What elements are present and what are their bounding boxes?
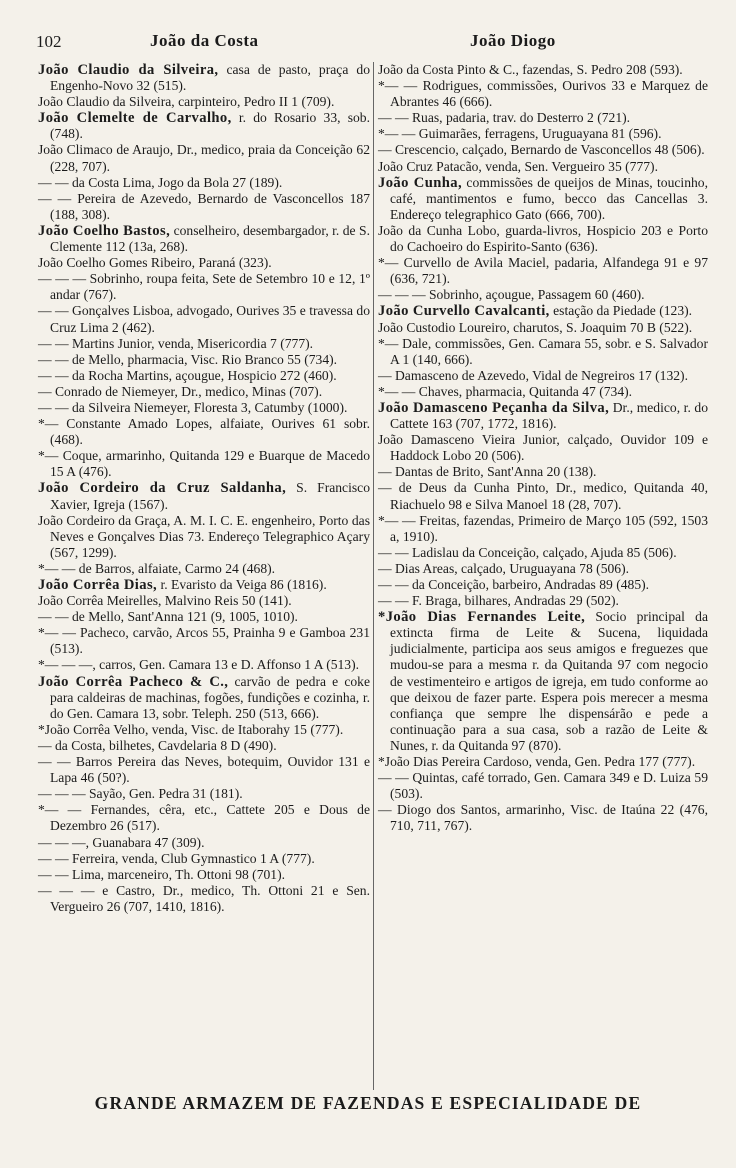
entry-text: — — Gonçalves Lisboa, advogado, Ourives 35 e travessa do Cruz Lima 2 (462). bbox=[38, 303, 370, 335]
entry-text: — da Costa, bilhetes, Cavdelaria 8 D (490). bbox=[38, 737, 277, 753]
entry-text: *— — de Barros, alfaiate, Carmo 24 (468). bbox=[38, 560, 276, 576]
entry-text: — — Lima, marceneiro, Th. Ottoni 98 (701). bbox=[38, 866, 286, 882]
directory-entry bbox=[378, 159, 708, 175]
directory-entry bbox=[378, 802, 708, 834]
directory-entry bbox=[38, 867, 370, 883]
directory-entry bbox=[38, 352, 370, 368]
directory-entry bbox=[378, 577, 708, 593]
directory-entry bbox=[38, 336, 370, 352]
entry-name: João Coelho Bastos, bbox=[38, 222, 171, 239]
directory-entry bbox=[38, 303, 370, 335]
entry-text: — — Quintas, café torrado, Gen. Camara 349 e D. Luiza 59 (503). bbox=[378, 770, 708, 802]
directory-entry bbox=[378, 384, 708, 400]
entry-text: João Climaco de Araujo, Dr., medico, praia da Conceição 62 (228, 707). bbox=[38, 142, 370, 174]
directory-entry bbox=[378, 593, 708, 609]
entry-text: — — de Mello, Sant'Anna 121 (9, 1005, 1010). bbox=[38, 609, 298, 625]
left-column bbox=[38, 62, 370, 915]
entry-text: — — Barros Pereira das Neves, botequim, Ouvidor 131 e Lapa 46 (50?). bbox=[38, 754, 370, 786]
entry-text: — — Ferreira, venda, Club Gymnastico 1 A (777). bbox=[38, 850, 315, 866]
directory-entry bbox=[38, 609, 370, 625]
right-column bbox=[378, 62, 708, 835]
directory-entry bbox=[38, 738, 370, 754]
column-divider bbox=[373, 62, 374, 1090]
entry-text: João Coelho Gomes Ribeiro, Paraná (323). bbox=[38, 255, 272, 271]
directory-entry bbox=[38, 835, 370, 851]
entry-text: — — da Silveira Niemeyer, Floresta 3, Catumby (1000). bbox=[38, 399, 348, 415]
entry-text: — — da Costa Lima, Jogo da Bola 27 (189). bbox=[38, 174, 283, 190]
directory-entry bbox=[378, 754, 708, 770]
entry-name: João Curvello Cavalcanti, bbox=[378, 303, 550, 320]
entry-name: João Clemelte de Carvalho, bbox=[38, 110, 232, 127]
directory-entry bbox=[378, 561, 708, 577]
directory-entry bbox=[38, 593, 370, 609]
entry-text: — — Pereira de Azevedo, Bernardo de Vasconcellos 187 (188, 308). bbox=[38, 190, 370, 222]
entry-text: — — Martins Junior, venda, Misericordia 7 (777). bbox=[38, 335, 314, 351]
entry-text: *— — Chaves, pharmacia, Quitanda 47 (734). bbox=[378, 383, 633, 399]
entry-text: conselheiro, desembargador, r. de S. Clemente 112 (13a, 268). bbox=[50, 222, 370, 255]
directory-entry bbox=[378, 770, 708, 802]
directory-entry bbox=[38, 368, 370, 384]
directory-entry bbox=[38, 786, 370, 802]
entry-text: *— Dale, commissões, Gen. Camara 55, sobr. e S. Salvador A 1 (140, 666). bbox=[378, 335, 708, 367]
entry-text: — — de Mello, pharmacia, Visc. Rio Branco 55 (734). bbox=[38, 351, 338, 367]
entry-text: — — —, Guanabara 47 (309). bbox=[38, 834, 205, 850]
left-running-title: João da Costa bbox=[150, 31, 259, 50]
directory-entry bbox=[38, 384, 370, 400]
directory-entry bbox=[38, 110, 370, 142]
directory-entry bbox=[378, 78, 708, 110]
directory-entry bbox=[38, 883, 370, 915]
entry-text: *João Corrêa Velho, venda, Visc. de Itaborahy 15 (777). bbox=[38, 721, 344, 737]
directory-entry bbox=[378, 175, 708, 223]
directory-entry bbox=[38, 480, 370, 512]
page-header bbox=[36, 30, 716, 56]
directory-entry bbox=[38, 416, 370, 448]
directory-entry bbox=[378, 287, 708, 303]
directory-entry bbox=[378, 142, 708, 158]
entry-text: — — — Sobrinho, roupa feita, Sete de Setembro 10 e 12, 1º andar (767). bbox=[38, 271, 370, 303]
entry-text: estação da Piedade (123). bbox=[549, 303, 693, 319]
directory-entry bbox=[38, 142, 370, 174]
entry-text: João da Cunha Lobo, guarda-livros, Hospicio 203 e Porto do Cachoeiro do Espirito-Santo (636). bbox=[378, 222, 708, 255]
entry-text: — Conrado de Niemeyer, Dr., medico, Minas (707). bbox=[38, 383, 323, 399]
directory-entry bbox=[378, 255, 708, 287]
directory-entry bbox=[38, 625, 370, 657]
entry-text: commissões de queijos de Minas, toucinho, café, mantimentos e fumo, becco das Cancellas 3. Endereço telegraphico Gato (666, 700). bbox=[390, 174, 708, 222]
entry-text: — Dantas de Brito, Sant'Anna 20 (138). bbox=[378, 464, 597, 480]
entry-text: Dr., medico, r. do Cattete 163 (707, 1772, 1816). bbox=[390, 399, 708, 432]
entry-text: carvão de pedra e coke para caldeiras de machinas, fogões, fundições e cozinha, r. do Gen. Camara 13, sobr. Teleph. 250 (513, 666). bbox=[50, 673, 370, 721]
entry-name: João Claudio da Silveira, bbox=[38, 62, 219, 78]
entry-text: — — — e Castro, Dr., medico, Th. Ottoni 21 e Sen. Vergueiro 26 (707, 1410, 1816). bbox=[38, 882, 370, 914]
directory-entry bbox=[38, 513, 370, 561]
entry-text: *— Curvello de Avila Maciel, padaria, Alfandega 91 e 97 (636, 721). bbox=[378, 255, 708, 287]
entry-text: *João Dias Pereira Cardoso, venda, Gen. Pedra 177 (777). bbox=[378, 754, 696, 770]
entry-text: *— — Guimarães, ferragens, Uruguayana 81 (596). bbox=[378, 126, 662, 142]
directory-entry bbox=[378, 336, 708, 368]
directory-entry bbox=[38, 175, 370, 191]
directory-entry bbox=[38, 271, 370, 303]
entry-text: — — Ruas, padaria, trav. do Desterro 2 (721). bbox=[378, 110, 631, 126]
entry-text: *— — Freitas, fazendas, Primeiro de Março 105 (592, 1503 a, 1910). bbox=[378, 512, 708, 544]
entry-text: João Cordeiro da Graça, A. M. I. C. E. engenheiro, Porto das Neves e Gonçalves Dias 73. Endereço Telegraphico Açary (567, 1299). bbox=[38, 512, 370, 560]
entry-text: r. Evaristo da Veiga 86 (1816). bbox=[157, 577, 327, 592]
directory-entry bbox=[38, 62, 370, 94]
directory-entry bbox=[378, 62, 708, 78]
directory-entry bbox=[378, 545, 708, 561]
entry-text: *— — —, carros, Gen. Camara 13 e D. Affonso 1 A (513). bbox=[38, 657, 360, 673]
entry-text: — — Ladislau da Conceição, calçado, Ajuda 85 (506). bbox=[378, 544, 677, 560]
directory-entry bbox=[38, 754, 370, 786]
directory-entry bbox=[378, 303, 708, 319]
directory-entry bbox=[38, 400, 370, 416]
directory-entry bbox=[38, 722, 370, 738]
directory-entry bbox=[378, 400, 708, 432]
entry-text: — Crescencio, calçado, Bernardo de Vasconcellos 48 (506). bbox=[378, 142, 705, 158]
directory-entry bbox=[38, 577, 370, 593]
directory-entry bbox=[378, 513, 708, 545]
entry-name: João Corrêa Pacheco & C., bbox=[38, 673, 229, 690]
entry-text: João Corrêa Meirelles, Malvino Reis 50 (141). bbox=[38, 593, 292, 609]
entry-text: — de Deus da Cunha Pinto, Dr., medico, Quitanda 40, Riachuelo 98 e Silva Manoel 18 (28, 707). bbox=[378, 480, 708, 512]
entry-name: João Cordeiro da Cruz Saldanha, bbox=[38, 480, 287, 497]
entry-text: — — — Sobrinho, açougue, Passagem 60 (460). bbox=[378, 287, 645, 303]
page-number: 102 bbox=[36, 32, 62, 51]
directory-entry bbox=[378, 110, 708, 126]
directory-entry bbox=[378, 432, 708, 464]
directory-entry bbox=[38, 223, 370, 255]
entry-text: S. Francisco Xavier, Igreja (1567). bbox=[50, 480, 370, 512]
entry-name: João Corrêa Dias, bbox=[38, 577, 158, 593]
footer-banner: GRANDE ARMAZEM DE FAZENDAS E ESPECIALIDADE DE bbox=[94, 1093, 642, 1113]
entry-text: João Custodio Loureiro, charutos, S. Joaquim 70 B (522). bbox=[378, 319, 693, 335]
entry-text: *— — Rodrigues, commissões, Ourivos 33 e Marquez de Abrantes 46 (666). bbox=[378, 78, 708, 110]
entry-text: *— — Fernandes, cêra, etc., Cattete 205 e Dous de Dezembro 26 (517). bbox=[38, 802, 370, 834]
entry-text: *— — Pacheco, carvão, Arcos 55, Prainha 9 e Gamboa 231 (513). bbox=[38, 625, 370, 657]
directory-entry bbox=[38, 851, 370, 867]
directory-entry bbox=[38, 448, 370, 480]
entry-text: João da Costa Pinto & C., fazendas, S. Pedro 208 (593). bbox=[378, 62, 683, 77]
entry-text: r. do Rosario 33, sob. (748). bbox=[50, 110, 370, 142]
directory-entry bbox=[38, 191, 370, 223]
directory-entry bbox=[378, 609, 708, 754]
entry-text: — Dias Areas, calçado, Uruguayana 78 (506). bbox=[378, 560, 630, 576]
entry-text: *— Constante Amado Lopes, alfaiate, Ourives 61 sobr. (468). bbox=[38, 416, 370, 448]
directory-entry bbox=[378, 320, 708, 336]
directory-entry bbox=[38, 561, 370, 577]
entry-text: — — F. Braga, bilhares, Andradas 29 (502). bbox=[378, 593, 619, 609]
directory-entry bbox=[378, 126, 708, 142]
entry-text: *— Coque, armarinho, Quitanda 129 e Buarque de Macedo 15 A (476). bbox=[38, 448, 370, 480]
entry-text: João Claudio da Silveira, carpinteiro, Pedro II 1 (709). bbox=[38, 94, 335, 110]
directory-entry bbox=[38, 674, 370, 722]
entry-text: — Diogo dos Santos, armarinho, Visc. de Itaúna 22 (476, 710, 711, 767). bbox=[378, 802, 708, 834]
entry-text: — Damasceno de Azevedo, Vidal de Negreiros 17 (132). bbox=[378, 367, 688, 383]
directory-entry bbox=[378, 223, 708, 255]
entry-text: — — — Sayão, Gen. Pedra 31 (181). bbox=[38, 786, 243, 802]
entry-name: *João Dias Fernandes Leite, bbox=[378, 609, 586, 626]
directory-entry bbox=[38, 657, 370, 673]
entry-text: Socio principal da extincta firma de Leite & Sucena, liquidada judicialmente, participa aos seus amigos e freguezes que mudou-se para a mesma r. da Quitanda 97 com negocio de vestimenteiro e artigos de igreja, em tudo conforme ao que deixou de fazer parte. Espera pois merecer a mesma confiança que sempre lhe dispensárão e pede a continuação para a sua casa, sob a razão de Leite & Nunes, r. da Quitanda 97 (870). bbox=[390, 609, 708, 753]
directory-entry bbox=[38, 802, 370, 834]
entry-text: João Damasceno Vieira Junior, calçado, Ouvidor 109 e Haddock Lobo 20 (506). bbox=[378, 432, 708, 464]
entry-name: João Damasceno Peçanha da Silva, bbox=[378, 399, 610, 416]
entry-text: casa de pasto, praça do Engenho-Novo 32 (515). bbox=[50, 62, 370, 94]
directory-entry bbox=[38, 94, 370, 110]
entry-text: — — da Conceição, barbeiro, Andradas 89 (485). bbox=[378, 577, 650, 592]
directory-entry bbox=[378, 480, 708, 512]
right-running-title: João Diogo bbox=[470, 31, 556, 50]
entry-text: João Cruz Patacão, venda, Sen. Vergueiro 35 (777). bbox=[378, 158, 658, 174]
directory-entry bbox=[378, 464, 708, 480]
entry-text: — — da Rocha Martins, açougue, Hospicio 272 (460). bbox=[38, 367, 337, 383]
directory-entry bbox=[378, 368, 708, 384]
entry-name: João Cunha, bbox=[378, 174, 463, 191]
directory-entry bbox=[38, 255, 370, 271]
